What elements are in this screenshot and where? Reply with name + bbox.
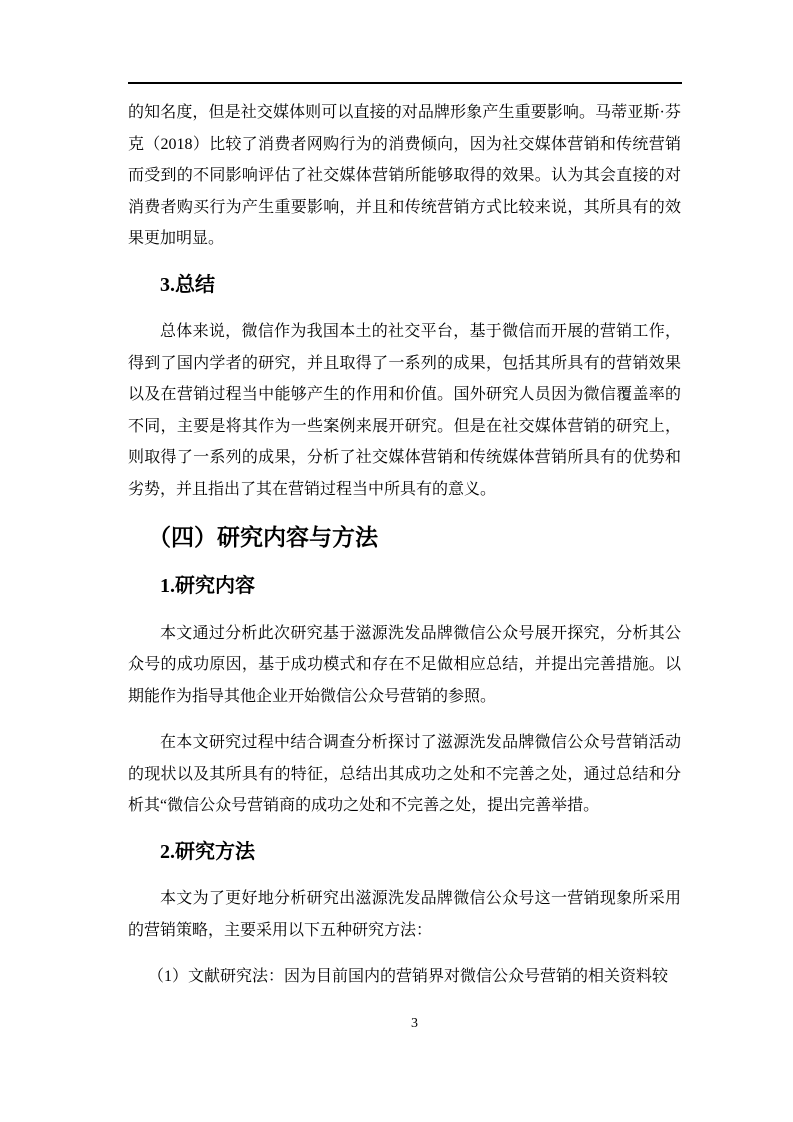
paragraph: 在本文研究过程中结合调查分析探讨了滋源洗发品牌微信公众号营销活动的现状以及其所具有的特征，总结出其成功之处和不完善之处，通过总结和分析其“微信公众号营销商的成功之处和不完善之处，提出完善举措。: [128, 734, 681, 814]
heading-research-content-and-methods: （四）研究内容与方法: [148, 525, 378, 550]
page-number: 3: [411, 1016, 418, 1031]
paragraph: 本文为了更好地分析研究出滋源洗发品牌微信公众号这一营销现象所采用的营销策略，主要采用以下五种研究方法：: [128, 890, 681, 939]
heading-research-methods: 2.研究方法: [160, 840, 255, 863]
header-divider: [128, 82, 682, 84]
paragraph: 本文通过分析此次研究基于滋源洗发品牌微信公众号展开探究，分析其公众号的成功原因，基于成功模式和存在不足做相应总结，并提出完善措施。以期能作为指导其他企业开始微信公众号营销的参照。: [128, 624, 681, 705]
heading-research-content: 1.研究内容: [160, 575, 255, 597]
document-body: [128, 97, 681, 1008]
heading-summary: 3.总结: [160, 273, 215, 296]
paragraph-list-item: （1）文献研究法：因为目前国内的营销界对微信公众号营销的相关资料较: [148, 968, 669, 985]
paragraph: 总体来说，微信作为我国本土的社交平台，基于微信而开展的营销工作，得到了国内学者的研究，并且取得了一系列的成果，包括其所具有的营销效果以及在营销过程当中能够产生的作用和价值。国外研究人员因为微信覆盖率的不同，主要是将其作为一些案例来展开研究。但是在社交媒体营销的研究上，则取得了一系列的成果，分析了社交媒体营销和传统媒体营销所具有的优势和劣势，并且指出了其在营销过程当中所具有的意义。: [128, 323, 681, 498]
paragraph-continued: 的知名度，但是社交媒体则可以直接的对品牌形象产生重要影响。马蒂亚斯·芬克（2018）比较了消费者网购行为的消费倾向，因为社交媒体营销和传统营销而受到的不同影响评估了社交媒体营销所能够取得的效果。认为其会直接的对消费者购买行为产生重要影响，并且和传统营销方式比较来说，其所具有的效果更加明显。: [128, 104, 681, 247]
